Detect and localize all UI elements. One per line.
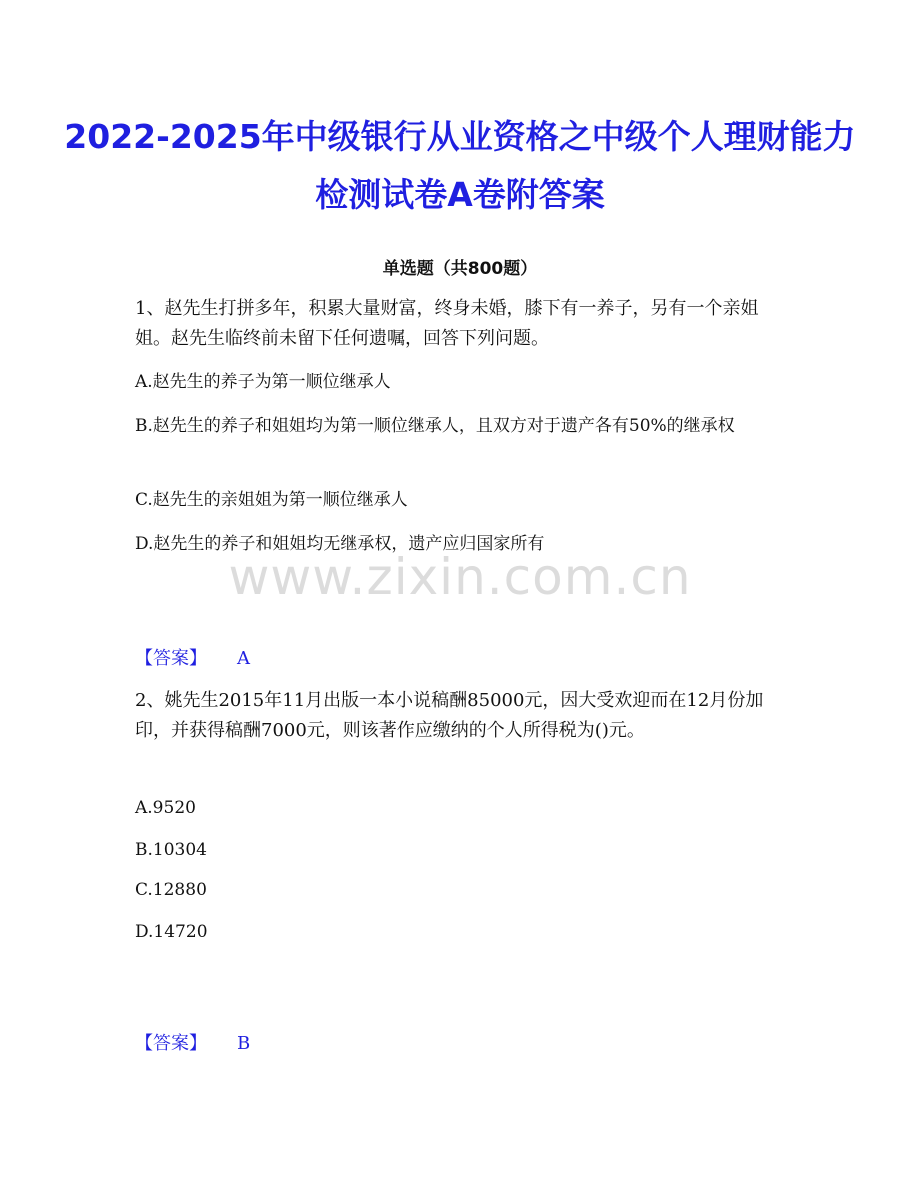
question-2-option-d: D.14720 (135, 922, 208, 942)
question-1-option-b: B.赵先生的养子和姐姐均为第一顺位继承人，且双方对于遗产各有50%的继承权 (135, 416, 735, 436)
question-2-stem: 2、姚先生2015年11月出版一本小说稿酬85000元，因大受欢迎而在12月份加印，并获得稿酬7000元，则该著作应缴纳的个人所得税为()元。 (135, 690, 764, 741)
question-2-answer (135, 1029, 250, 1055)
question-2-option-b: B.10304 (135, 840, 207, 860)
answer-label: 【答案】 (135, 648, 207, 669)
question-1-option-d: D.赵先生的养子和姐姐均无继承权，遗产应归国家所有 (135, 534, 545, 554)
answer-label: 【答案】 (135, 1033, 207, 1054)
question-2-option-a: A.9520 (135, 798, 196, 818)
question-1-option-c: C.赵先生的亲姐姐为第一顺位继承人 (135, 490, 408, 510)
answer-value: A (237, 648, 250, 669)
section-heading: 单选题（共800题） (382, 259, 538, 279)
document-title: 2022-2025年中级银行从业资格之中级个人理财能力检测试卷A卷附答案 (64, 117, 856, 214)
question-1-answer (135, 644, 250, 670)
question-2-option-c: C.12880 (135, 880, 207, 900)
question-1-stem: 1、赵先生打拼多年，积累大量财富，终身未婚，膝下有一养子，另有一个亲姐姐。赵先生临终前未留下任何遗嘱，回答下列问题。 (135, 298, 759, 349)
watermark: www.zixin.com.cn (228, 548, 692, 606)
question-1-option-a: A.赵先生的养子为第一顺位继承人 (135, 372, 391, 392)
answer-value: B (237, 1033, 251, 1054)
